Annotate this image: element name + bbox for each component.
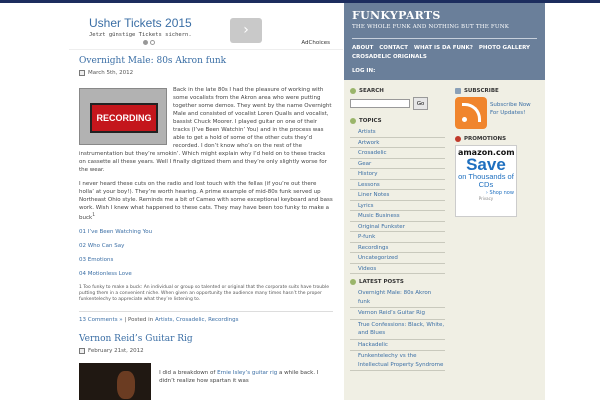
latest-post-item[interactable]: Overnight Male: 80s Akron funk — [350, 288, 445, 308]
top-nav — [352, 44, 537, 62]
post-title[interactable]: Vernon Reid’s Guitar Rig — [79, 333, 193, 344]
nav-contact[interactable]: CONTACT — [379, 45, 408, 51]
latest-posts-heading — [350, 279, 445, 285]
nav-what-is-da-funk[interactable]: WHAT IS DA FUNK? — [413, 45, 473, 51]
topics-heading-text: TOPICS — [359, 118, 382, 124]
rss-icon[interactable] — [455, 97, 487, 129]
search-form — [350, 97, 445, 110]
track-link[interactable]: 02 Who Can Say — [79, 242, 125, 249]
post-body — [79, 363, 333, 400]
post-title[interactable]: Overnight Male: 80s Akron funk — [79, 56, 227, 66]
post-date — [79, 70, 333, 76]
site-title[interactable]: FUNKYPARTS — [352, 9, 441, 22]
document-icon — [350, 279, 356, 285]
footnote: 1 Too funky to make a buck: An individual or group so talented or original that the corporate suits have trouble putting them in a convenient niche. When given an opportunity the audience many times hasn’t the proper funkentelechy to appreciate what they’re listening to. — [79, 284, 329, 302]
sidebar-columns — [344, 80, 545, 371]
amazon-subtext: on Thousands of CDs — [458, 172, 514, 189]
nav-photo-gallery[interactable]: PHOTO GALLERY — [478, 45, 531, 51]
tag-icon — [455, 136, 461, 142]
ad-pager[interactable] — [143, 40, 157, 47]
site-header — [344, 3, 545, 80]
post-paragraph-text: I never heard these cuts on the radio and lost touch with the fellas (if you’re out there holla’ at your boy!). They’re worth hearing. A prime example of mid-80s funk served up Northeast Ohio style. Reminds me a bit of Cameo with some exceptional keyboard and bass work. Wish I knew what happened to these cats. They may have been too funky to make a buck — [79, 181, 333, 221]
post-date-text: February 21st, 2012 — [88, 347, 144, 354]
ad-banner[interactable] — [69, 3, 343, 50]
post-text: a while back. I didn’t realize how spartan it was — [159, 369, 319, 384]
category-links[interactable]: Artists, Crosadelic, Recordings — [154, 316, 239, 323]
topic-item[interactable]: Artists — [350, 127, 445, 138]
search-go-button[interactable]: Go — [413, 97, 428, 110]
ad-next-button[interactable]: › — [230, 18, 262, 43]
sidebar — [344, 3, 545, 400]
topic-item[interactable]: Artwork — [350, 138, 445, 149]
topic-item[interactable]: Lyrics — [350, 201, 445, 212]
track-link[interactable]: 01 I’ve Been Watching You — [79, 228, 153, 235]
topic-item[interactable]: Liner Notes — [350, 190, 445, 201]
promotions-heading-text: PROMOTIONS — [463, 136, 507, 142]
post-text: I did a breakdown of — [159, 369, 216, 376]
latest-post-item[interactable]: True Confessions: Black, White, and Blues — [350, 320, 445, 340]
topic-item[interactable]: Crosadelic — [350, 148, 445, 159]
folder-icon — [350, 118, 356, 124]
post-body — [79, 86, 333, 324]
adchoices-link[interactable]: AdChoices — [301, 40, 330, 46]
ad-subtitle: Jetzt günstige Tickets sichern. — [89, 32, 192, 38]
latest-post-item[interactable]: Funkentelechy vs the Intellectual Property Syndrome — [350, 351, 445, 371]
mail-icon — [455, 88, 461, 94]
topic-item[interactable]: Gear — [350, 159, 445, 170]
subscribe-widget[interactable] — [455, 97, 539, 129]
ad-dot[interactable] — [150, 40, 155, 45]
topic-item[interactable]: History — [350, 169, 445, 180]
topic-item[interactable]: Music Business — [350, 211, 445, 222]
recording-sign: RECORDING — [90, 103, 158, 133]
latest-posts-list — [350, 288, 445, 371]
topic-item[interactable]: P-funk — [350, 232, 445, 243]
track-link[interactable]: 03 Emotions — [79, 256, 114, 263]
nav-about[interactable]: ABOUT — [352, 45, 374, 51]
post-paragraph — [159, 363, 333, 400]
subscribe-heading — [455, 88, 539, 94]
post — [69, 56, 343, 400]
post-meta — [79, 311, 333, 324]
track-link[interactable]: 04 Motionless Love — [79, 270, 132, 277]
nav-crosadelic-originals[interactable]: CROSADELIC ORIGINALS — [352, 54, 427, 60]
main-content — [69, 3, 343, 400]
topic-item[interactable]: Videos — [350, 264, 445, 275]
promotions-heading — [455, 136, 539, 142]
amazon-privacy-link[interactable]: Privacy — [478, 196, 494, 201]
ad-title[interactable]: Usher Tickets 2015 — [89, 16, 192, 30]
divider — [352, 38, 537, 39]
post-date-text: March 5th, 2012 — [88, 70, 134, 76]
subscribe-heading-text: SUBSCRIBE — [463, 88, 499, 94]
topics-heading — [350, 118, 445, 124]
sidebar-right-column — [455, 88, 539, 371]
topics-list — [350, 127, 445, 274]
topic-item[interactable]: Original Funkster — [350, 222, 445, 233]
latest-posts-heading-text: LATEST POSTS — [359, 279, 404, 285]
post-paragraph — [79, 180, 333, 222]
topic-item[interactable]: Uncategorized — [350, 253, 445, 264]
search-input[interactable] — [350, 99, 410, 108]
amazon-ad[interactable] — [455, 145, 517, 217]
latest-post-item[interactable]: Vernon Reid’s Guitar Rig — [350, 308, 445, 320]
footnote-ref[interactable]: 1 — [92, 213, 96, 218]
subscribe-link[interactable]: Subscribe Now For Updates! — [489, 102, 531, 116]
comments-link[interactable]: 13 Comments » — [79, 316, 123, 323]
search-heading-text: SEARCH — [359, 88, 384, 94]
calendar-icon — [79, 70, 85, 76]
sidebar-left-column — [350, 88, 445, 371]
recording-image — [79, 88, 167, 145]
post-date — [79, 348, 333, 354]
latest-post-item[interactable]: Hackadelic — [350, 340, 445, 352]
posted-in-label: | Posted in — [124, 316, 154, 323]
amazon-shop-button[interactable]: › Shop now — [485, 190, 514, 196]
ad-dot[interactable] — [143, 40, 148, 45]
guitar-image — [79, 363, 151, 400]
topic-item[interactable]: Recordings — [350, 243, 445, 254]
post-paragraph: Back in the late 80s I had the pleasure of working with some vocalists from the Akron area who were putting together some demos. They went by the name Overnight Male and consisted of vocalist Loren Qualls and vocalist, bassist Chuck Moorer. I played guitar on one of their tracks (I’ve Been Watchin’ You) and in the process was able to get a hold of some of the other cuts they’d recorded. I don’t know who’s on the rest of the instrumentation but they’re smokin’. Which might explain why I’d held on to these tracks on cassette all these years. Well I finally digitized them and they’re only slightly worse for the wear. — [79, 87, 332, 173]
amazon-save-text: Save — [466, 155, 506, 174]
guitar-rig-link[interactable]: Ernie Isley’s guitar rig — [217, 369, 278, 376]
login-link[interactable]: LOG IN: — [352, 68, 376, 74]
calendar-icon — [79, 348, 85, 354]
site-tagline: THE WHOLE FUNK AND NOTHING BUT THE FUNK — [352, 24, 510, 30]
topic-item[interactable]: Lessons — [350, 180, 445, 191]
search-heading — [350, 88, 445, 94]
search-icon — [350, 88, 356, 94]
amazon-logo: amazon.com — [457, 148, 515, 157]
